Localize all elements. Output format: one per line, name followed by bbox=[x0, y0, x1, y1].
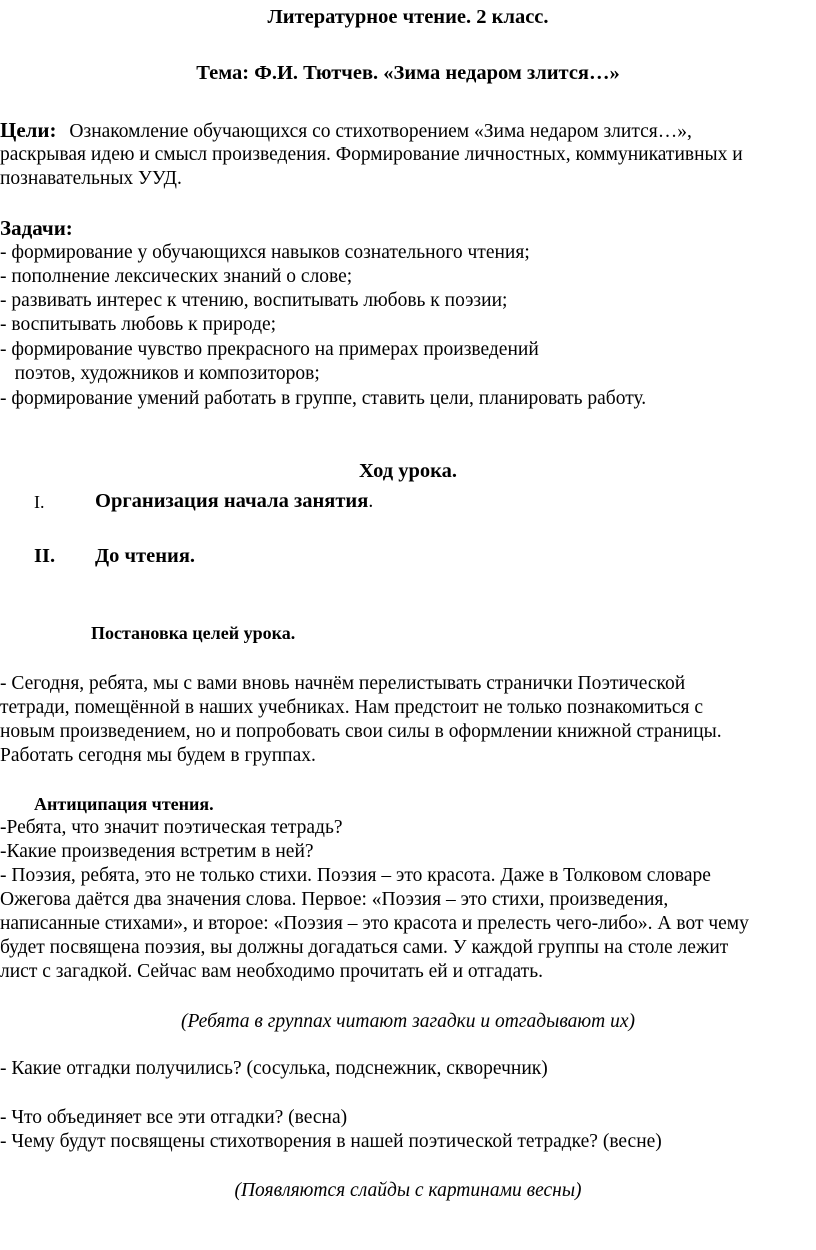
goals-line-2: раскрывая идею и смысл произведения. Формирование личностных, коммуникативных и bbox=[0, 144, 743, 165]
task-item: - формирование у обучающихся навыков сознательного чтения; bbox=[0, 242, 530, 263]
section-2-title: До чтения. bbox=[95, 545, 196, 567]
anticipation-line: Ожегова даётся два значения слова. Первое: «Поэзия – это стихи, произведения, bbox=[0, 889, 669, 910]
tasks-label: Задачи: bbox=[0, 216, 73, 240]
question-common: - Что объединяет все эти отгадки? (весна) bbox=[0, 1107, 348, 1128]
task-item: - развивать интерес к чтению, воспитывать любовь к поэзии; bbox=[0, 290, 508, 311]
goals-label: Цели: bbox=[0, 118, 57, 142]
section-2-number: II. bbox=[34, 545, 56, 567]
topic-heading: Тема: Ф.И. Тютчев. «Зима недаром злится…» bbox=[196, 62, 620, 84]
stage-direction-slides: (Появляются слайды с картинами весны) bbox=[234, 1180, 582, 1201]
task-item: поэтов, художников и композиторов; bbox=[0, 363, 320, 384]
question-answers: - Какие отгадки получились? (сосулька, подснежник, скворечник) bbox=[0, 1058, 548, 1079]
task-item: - пополнение лексических знаний о слове; bbox=[0, 266, 353, 287]
section-1-dot: . bbox=[368, 491, 374, 512]
anticipation-line: будет посвящена поэзия, вы должны догадаться сами. У каждой группы на столе лежит bbox=[0, 937, 729, 958]
anticipation-heading: Антиципация чтения. bbox=[34, 794, 214, 814]
anticipation-line: -Ребята, что значит поэтическая тетрадь? bbox=[0, 817, 343, 838]
intro-paragraph-line: новым произведением, но и попробовать свои силы в оформлении книжной страницы. bbox=[0, 721, 722, 742]
intro-paragraph-line: - Сегодня, ребята, мы с вами вновь начнём перелистывать странички Поэтической bbox=[0, 673, 686, 694]
lesson-heading: Ход урока. bbox=[358, 460, 458, 482]
section-1-number: I. bbox=[34, 492, 45, 512]
document-title: Литературное чтение. 2 класс. bbox=[267, 6, 549, 28]
intro-paragraph-line: тетради, помещённой в наших учебниках. Нам предстоит не только познакомиться с bbox=[0, 697, 704, 718]
goals-line-3: познавательных УУД. bbox=[0, 168, 182, 189]
anticipation-line: - Поэзия, ребята, это не только стихи. Поэзия – это красота. Даже в Толковом словаре bbox=[0, 865, 711, 886]
goals-line-1 bbox=[0, 118, 692, 144]
section-1-title-line bbox=[95, 489, 373, 514]
stage-direction-riddles: (Ребята в группах читают загадки и отгадывают их) bbox=[180, 1011, 636, 1032]
task-item: - формирование чувство прекрасного на примерах произведений bbox=[0, 339, 539, 360]
anticipation-line: лист с загадкой. Сейчас вам необходимо прочитать ей и отгадать. bbox=[0, 961, 543, 982]
goal-setting-heading: Постановка целей урока. bbox=[91, 623, 296, 643]
section-1-title: Организация начала занятия bbox=[95, 490, 369, 512]
task-item: - воспитывать любовь к природе; bbox=[0, 314, 277, 335]
task-item: - формирование умений работать в группе, ставить цели, планировать работу. bbox=[0, 388, 647, 409]
anticipation-line: написанные стихами», и второе: «Поэзия – это красота и прелесть чего-либо». А вот чему bbox=[0, 913, 749, 934]
question-topic: - Чему будут посвящены стихотворения в нашей поэтической тетрадке? (весне) bbox=[0, 1131, 662, 1152]
anticipation-line: -Какие произведения встретим в ней? bbox=[0, 841, 314, 862]
goals-text-1: Ознакомление обучающихся со стихотворением «Зима недаром злится…», bbox=[69, 121, 692, 142]
intro-paragraph-line: Работать сегодня мы будем в группах. bbox=[0, 745, 316, 766]
